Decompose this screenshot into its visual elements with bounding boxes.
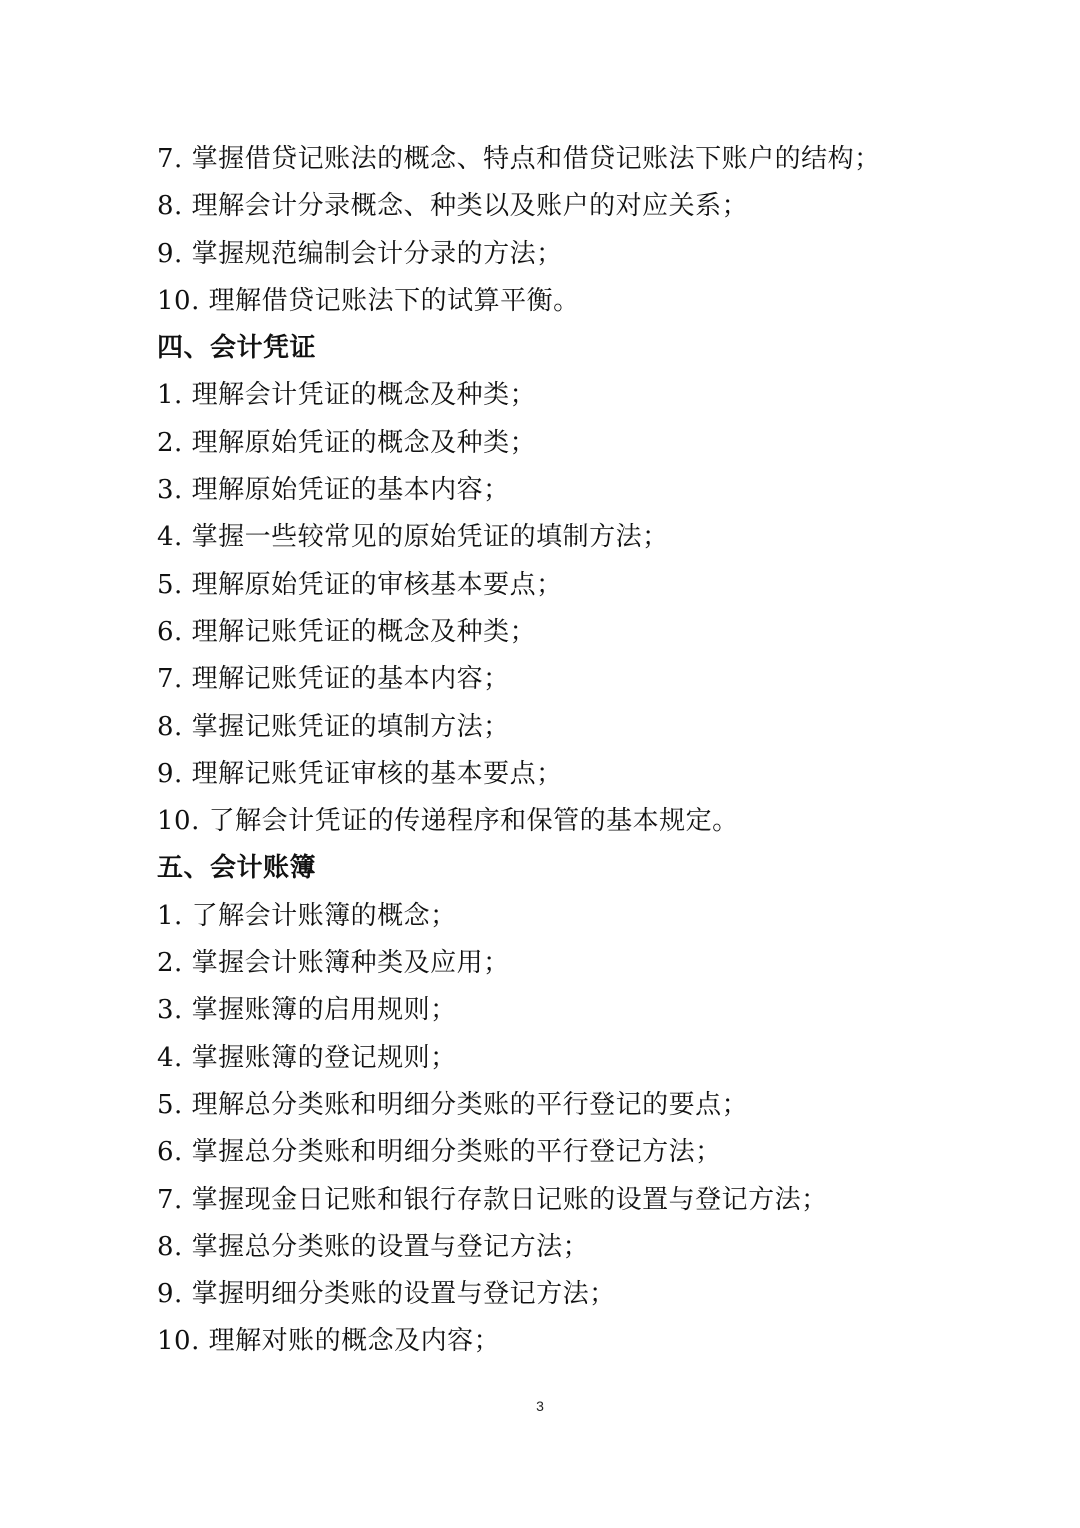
list-item: 8. 理解会计分录概念、种类以及账户的对应关系； xyxy=(157,191,749,222)
list-item: 9. 掌握规范编制会计分录的方法； xyxy=(157,238,563,269)
list-item: 8. 掌握记账凭证的填制方法； xyxy=(157,711,510,742)
list-item: 7. 掌握借贷记账法的概念、特点和借贷记账法下账户的结构； xyxy=(157,144,881,174)
list-item: 10. 理解借贷记账法下的试算平衡。 xyxy=(157,285,580,316)
list-item: 1. 了解会计账簿的概念； xyxy=(157,900,457,931)
list-item: 7. 掌握现金日记账和银行存款日记账的设置与登记方法； xyxy=(157,1184,828,1215)
list-item: 9. 掌握明细分类账的设置与登记方法； xyxy=(157,1279,616,1310)
list-item: 9. 理解记账凭证审核的基本要点； xyxy=(157,758,563,789)
list-item: 3. 掌握账簿的启用规则； xyxy=(157,995,457,1026)
list-item: 1. 理解会计凭证的概念及种类； xyxy=(157,380,537,411)
list-item: 7. 理解记账凭证的基本内容； xyxy=(157,664,510,695)
document-body xyxy=(157,136,1017,1366)
list-item: 6. 理解记账凭证的概念及种类； xyxy=(157,616,537,647)
list-item: 5. 理解总分类账和明细分类账的平行登记的要点； xyxy=(157,1089,749,1120)
list-item: 10. 了解会计凭证的传递程序和保管的基本规定。 xyxy=(157,806,739,837)
list-item: 6. 掌握总分类账和明细分类账的平行登记方法； xyxy=(157,1137,722,1168)
list-item: 4. 掌握一些较常见的原始凭证的填制方法； xyxy=(157,522,669,553)
list-item: 4. 掌握账簿的登记规则； xyxy=(157,1042,457,1073)
section-heading: 四、会计凭证 xyxy=(157,333,317,364)
list-item: 2. 掌握会计账簿种类及应用； xyxy=(157,948,510,979)
section-heading: 五、会计账簿 xyxy=(157,853,317,884)
list-item: 2. 理解原始凭证的概念及种类； xyxy=(157,427,537,458)
list-item: 5. 理解原始凭证的审核基本要点； xyxy=(157,569,563,600)
page-number: 3 xyxy=(536,1398,544,1414)
list-item: 8. 掌握总分类账的设置与登记方法； xyxy=(157,1231,590,1262)
list-item: 3. 理解原始凭证的基本内容； xyxy=(157,475,510,506)
list-item: 10. 理解对账的概念及内容； xyxy=(157,1326,501,1357)
